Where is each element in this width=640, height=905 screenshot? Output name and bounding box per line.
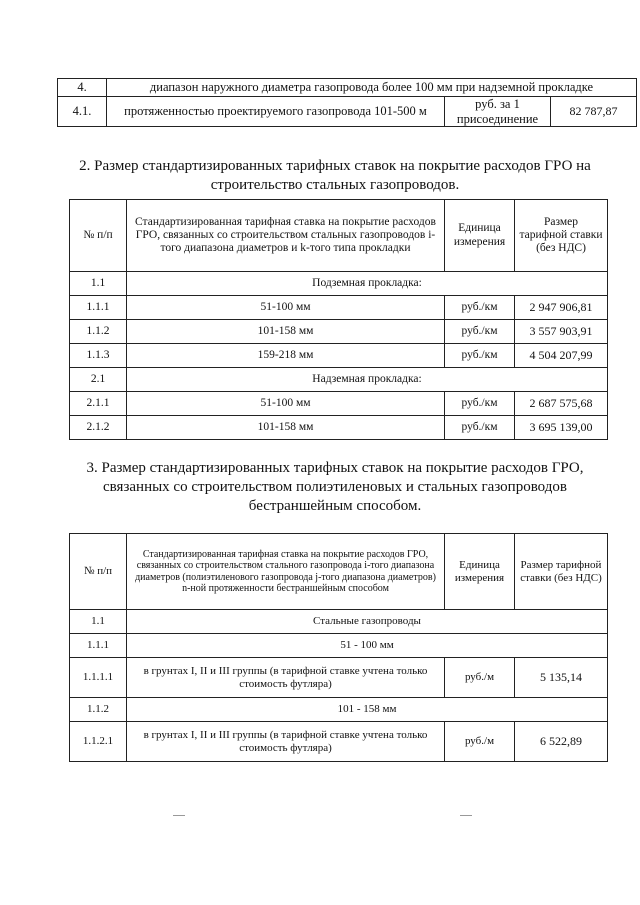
row-text: 159-218 мм xyxy=(127,344,445,368)
row-number: 1.1.1 xyxy=(70,296,127,320)
steel-pipelines-table xyxy=(69,199,608,440)
row-value: 2 687 575,68 xyxy=(515,392,608,416)
row-unit: руб. за 1 присоединение xyxy=(445,97,551,127)
row-value: 6 522,89 xyxy=(515,722,608,762)
header-unit: Единица измерения xyxy=(445,534,515,610)
header-no: № п/п xyxy=(70,200,127,272)
row-number: 1.1 xyxy=(70,610,127,634)
row-number: 1.1.1.1 xyxy=(70,658,127,698)
row-value: 82 787,87 xyxy=(551,97,637,127)
table-row xyxy=(70,610,608,634)
row-number: 4. xyxy=(58,79,107,97)
row-number: 2.1 xyxy=(70,368,127,392)
row-number: 1.1.2.1 xyxy=(70,722,127,762)
table-row xyxy=(70,698,608,722)
row-text: Стальные газопроводы xyxy=(127,610,608,634)
table-row xyxy=(70,320,608,344)
header-desc: Стандартизированная тарифная ставка на покрытие расходов ГРО, связанных со строительством стальных газопроводов i-того диапазона диаметров и k-того типа прокладки xyxy=(127,200,445,272)
section4-table xyxy=(57,78,637,127)
row-text: 101-158 мм xyxy=(127,320,445,344)
section2-heading: 2. Размер стандартизированных тарифных ставок на покрытие расходов ГРО на строительство стальных газопроводов. xyxy=(79,158,591,194)
table-header-row xyxy=(70,200,608,272)
table-row xyxy=(70,368,608,392)
header-desc: Стандартизированная тарифная ставка на покрытие расходов ГРО, связанных со строительством стального газопровода i-того диапазона диаметров (полиэтиленового газопровода j-того диапазона диаметров) n-ной протяженности бестраншейным способом xyxy=(127,534,445,610)
row-text: в грунтах I, II и III группы (в тарифной ставке учтена только стоимость футляра) xyxy=(127,722,445,762)
row-text: Надземная прокладка: xyxy=(127,368,608,392)
row-text: 51-100 мм xyxy=(127,296,445,320)
header-no: № п/п xyxy=(70,534,127,610)
row-number: 4.1. xyxy=(58,97,107,127)
row-text: 51-100 мм xyxy=(127,392,445,416)
row-text: протяженностью проектируемого газопровода 101-500 м xyxy=(107,97,445,127)
header-rate: Размер тарифной ставки (без НДС) xyxy=(515,534,608,610)
row-number: 1.1 xyxy=(70,272,127,296)
row-text: Подземная прокладка: xyxy=(127,272,608,296)
table-row xyxy=(70,296,608,320)
row-value: 3 695 139,00 xyxy=(515,416,608,440)
table-row xyxy=(58,97,637,127)
table-row xyxy=(58,79,637,97)
trenchless-pipelines-table xyxy=(69,533,608,762)
row-number: 2.1.1 xyxy=(70,392,127,416)
row-number: 1.1.1 xyxy=(70,634,127,658)
row-value: 2 947 906,81 xyxy=(515,296,608,320)
row-text: 101 - 158 мм xyxy=(127,698,608,722)
table-header-row xyxy=(70,534,608,610)
row-number: 1.1.3 xyxy=(70,344,127,368)
row-unit: руб./км xyxy=(445,296,515,320)
row-value: 3 557 903,91 xyxy=(515,320,608,344)
row-unit: руб./км xyxy=(445,392,515,416)
header-rate: Размер тарифной ставки (без НДС) xyxy=(515,200,608,272)
row-unit: руб./км xyxy=(445,320,515,344)
row-number: 2.1.2 xyxy=(70,416,127,440)
row-text: 51 - 100 мм xyxy=(127,634,608,658)
scan-mark xyxy=(460,815,472,816)
section3-heading: 3. Размер стандартизированных тарифных ставок на покрытие расходов ГРО, связанных со строительством полиэтиленовых и стальных газопроводов бестраншейным способом. xyxy=(86,460,584,515)
table-row xyxy=(70,392,608,416)
row-value: 4 504 207,99 xyxy=(515,344,608,368)
scan-mark xyxy=(173,815,185,816)
table-row xyxy=(70,658,608,698)
row-text: 101-158 мм xyxy=(127,416,445,440)
table-row xyxy=(70,722,608,762)
table-row xyxy=(70,344,608,368)
row-number: 1.1.2 xyxy=(70,320,127,344)
row-unit: руб./км xyxy=(445,416,515,440)
row-unit: руб./м xyxy=(445,658,515,698)
table-row xyxy=(70,634,608,658)
row-number: 1.1.2 xyxy=(70,698,127,722)
row-unit: руб./м xyxy=(445,722,515,762)
table-row xyxy=(70,272,608,296)
table-row xyxy=(70,416,608,440)
row-text: диапазон наружного диаметра газопровода более 100 мм при надземной прокладке xyxy=(107,79,637,97)
row-text: в грунтах I, II и III группы (в тарифной ставке учтена только стоимость футляра) xyxy=(127,658,445,698)
row-value: 5 135,14 xyxy=(515,658,608,698)
header-unit: Единица измерения xyxy=(445,200,515,272)
row-unit: руб./км xyxy=(445,344,515,368)
